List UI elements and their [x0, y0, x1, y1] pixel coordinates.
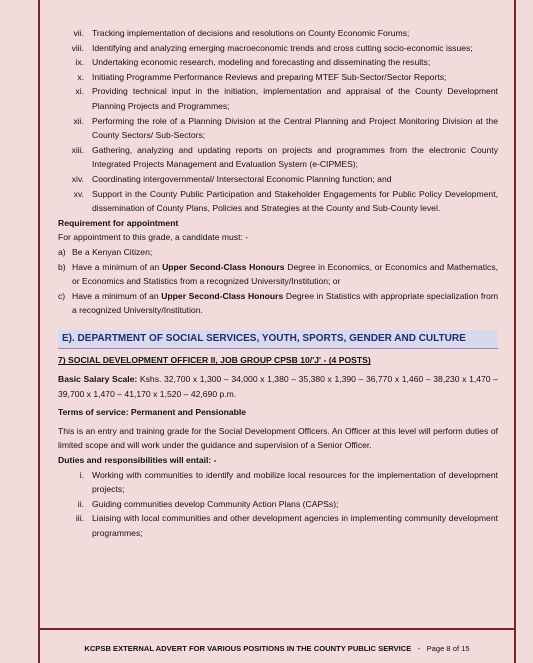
- salary-scale: Basic Salary Scale: Kshs. 32,700 x 1,300 – 34,000 x 1,380 – 35,380 x 1,390 – 36,770 x 1,460 – 38,230 x 1,470 – 39,700 x 1,470 – 41,170 x 1,520 – 42,690 p.m.: [58, 374, 498, 399]
- list-item: [58, 245, 498, 260]
- list-number: ix.: [75, 57, 84, 68]
- list-text: Gathering, analyzing and updating reports on projects and programmes from the electronic County Integrated Projects Management and Evaluation System (e-CIPMES);: [92, 144, 498, 170]
- document-page: [38, 0, 516, 663]
- page-number: Page 8 of 15: [426, 644, 470, 653]
- page-footer: [38, 628, 516, 663]
- list-item: [58, 497, 498, 512]
- section-heading: E). DEPARTMENT OF SOCIAL SERVICES, YOUTH, SPORTS, GENDER AND CULTURE: [58, 330, 498, 350]
- list-item: [58, 187, 498, 216]
- list-number: xv.: [73, 188, 84, 199]
- list-number: xii.: [73, 115, 84, 126]
- list-text: Coordinating intergovernmental/ Intersectoral Economic Planning function; and: [92, 173, 392, 184]
- intro-paragraph: This is an entry and training grade for the Social Development Officers. An Officer at this level will perform duties of limited scope and will work under the guidance and supervision of a Senior Officer.: [58, 425, 498, 451]
- list-text: Tracking implementation of decisions and resolutions on County Economic Forums;: [92, 28, 410, 38]
- list-text: Have a minimum of an Upper Second-Class Honours Degree in Economics, or Economics and Mathematics, or Economics and Statistics from a recognized University/Institution; or: [72, 261, 499, 287]
- list-number: x.: [77, 71, 84, 82]
- page-content: [58, 26, 498, 541]
- list-item: [58, 260, 498, 289]
- list-item: [58, 511, 498, 540]
- requirement-list: [58, 245, 498, 318]
- list-text: Have a minimum of an Upper Second-Class Honours Degree in Statistics with appropriate specialization from a recognized University/Institution.: [72, 290, 499, 316]
- list-item: [58, 468, 498, 497]
- list-text: Performing the role of a Planning Division at the Central Planning and Project Monitoring Division at the County Sectors/ Sub-Sectors;: [92, 115, 498, 141]
- list-number: i.: [79, 469, 84, 480]
- footer-text: KCPSB EXTERNAL ADVERT FOR VARIOUS POSITIONS IN THE COUNTY PUBLIC SERVICE: [84, 644, 412, 653]
- list-item: [58, 289, 498, 318]
- duties-list-top: [58, 26, 498, 216]
- requirement-heading: Requirement for appointment: [58, 217, 179, 228]
- list-text: Guiding communities develop Community Action Plans (CAPSs);: [92, 498, 339, 509]
- list-number: b): [58, 261, 66, 272]
- list-text: Working with communities to identify and mobilize local resources for the implementation of development projects;: [92, 469, 498, 495]
- list-number: ii.: [77, 498, 84, 509]
- list-number: vii.: [73, 28, 84, 38]
- list-item: [58, 84, 498, 113]
- list-text: Providing technical input in the initiation, implementation and appraisal of the County Development Planning Projects and Programmes;: [92, 86, 498, 111]
- post-title: 7) SOCIAL DEVELOPMENT OFFICER II, JOB GROUP CPSB 10/'J' - (4 POSTS): [58, 355, 371, 366]
- duties-list: [58, 468, 498, 541]
- list-item: [58, 55, 498, 70]
- list-text: Initiating Programme Performance Reviews and preparing MTEF Sub-Sector/Sector Reports;: [92, 71, 447, 82]
- list-item: [58, 70, 498, 85]
- list-item: [58, 26, 498, 41]
- list-text: Be a Kenyan Citizen;: [72, 246, 153, 257]
- list-text: Identifying and analyzing emerging macroeconomic trends and cross cutting socio-economic issues;: [92, 42, 473, 53]
- list-number: xiv.: [71, 173, 84, 184]
- footer-separator: -: [417, 644, 421, 653]
- list-number: xi.: [75, 86, 84, 97]
- list-item: [58, 114, 498, 143]
- list-number: xiii.: [71, 144, 84, 155]
- terms-of-service: Terms of service: Permanent and Pensionable: [58, 407, 247, 418]
- list-text: Undertaking economic research, modeling and forecasting and disseminating the results;: [92, 57, 431, 68]
- list-number: a): [58, 246, 66, 257]
- list-item: [58, 143, 498, 172]
- list-number: viii.: [71, 42, 84, 53]
- list-text: Support in the County Public Participation and Stakeholder Engagements for Public Policy Development, dissemination of County Plans, Policies and Strategies at the County and Sub-County level.: [92, 188, 498, 214]
- duties-heading: Duties and responsibilities will entail: -: [58, 455, 217, 466]
- list-number: c): [58, 290, 66, 301]
- list-item: [58, 172, 498, 187]
- list-text: Liaising with local communities and other development agencies in implementing community development programmes;: [92, 513, 498, 538]
- requirement-intro: For appointment to this grade, a candidate must: -: [58, 232, 249, 243]
- list-number: iii.: [75, 513, 84, 524]
- list-item: [58, 41, 498, 56]
